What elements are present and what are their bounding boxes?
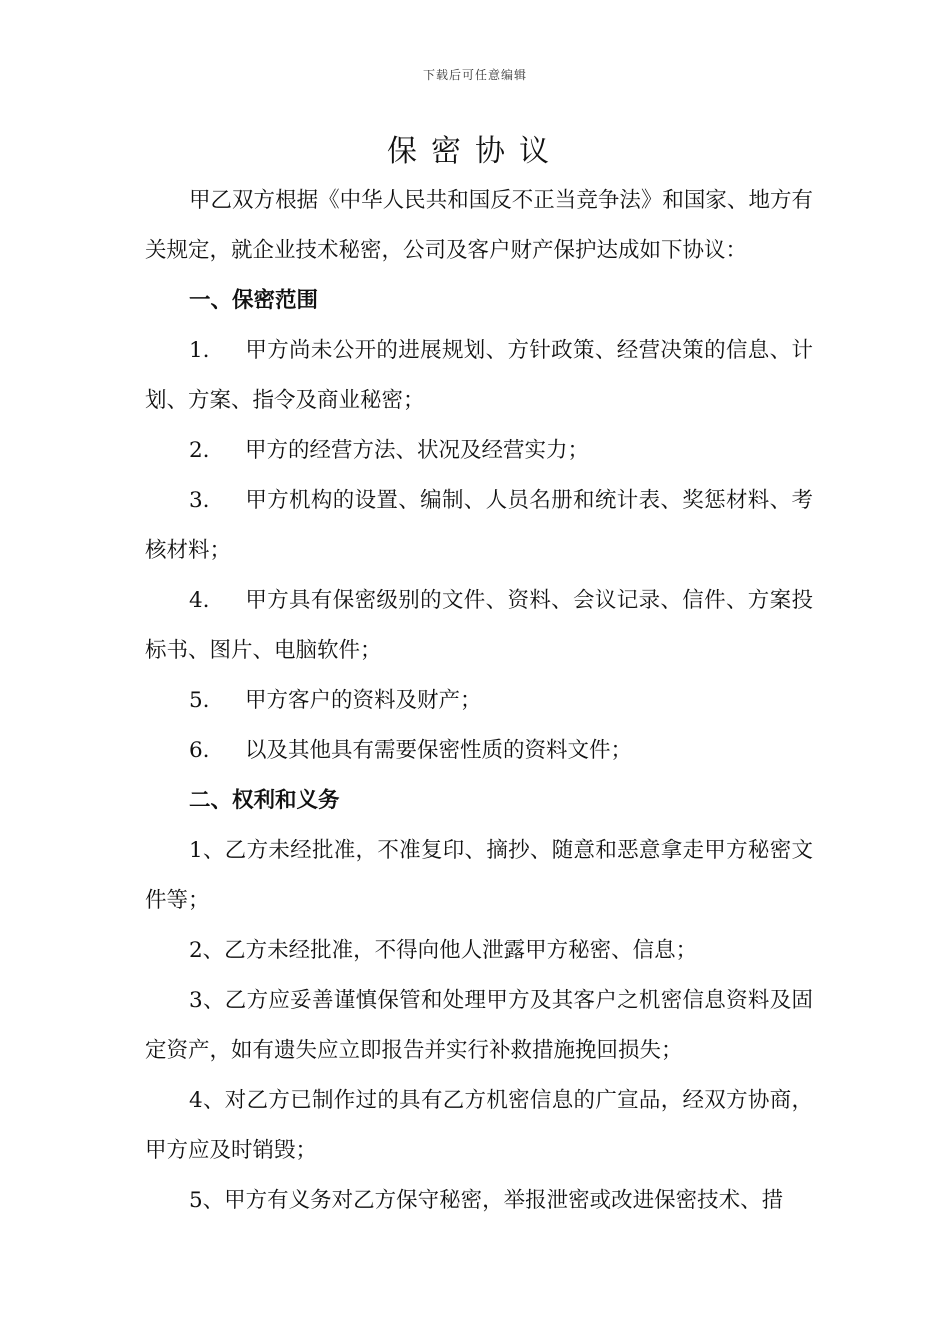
item-number: 4.	[189, 588, 210, 613]
document-body	[145, 176, 813, 1226]
header-note: 下载后可任意编辑	[422, 68, 527, 82]
document-title: 保密协议	[387, 134, 563, 169]
item-text: 甲方尚未公开的进展规划、方针政策、经营决策的信息、计划、方案、指令及商业秘密；	[145, 338, 813, 413]
item-number: 2.	[189, 438, 210, 463]
scope-item	[145, 476, 813, 576]
scope-item	[145, 676, 813, 726]
section-heading-scope: 一、保密范围	[189, 288, 319, 313]
rights-item: 1、乙方未经批准，不准复印、摘抄、随意和恶意拿走甲方秘密文件等；	[145, 838, 813, 913]
item-number: 1.	[189, 338, 210, 363]
item-text: 以及其他具有需要保密性质的资料文件；	[245, 738, 633, 763]
rights-item: 2、乙方未经批准，不得向他人泄露甲方秘密、信息；	[189, 938, 698, 963]
item-text: 甲方机构的设置、编制、人员名册和统计表、奖惩材料、考核材料；	[145, 488, 813, 563]
item-text: 甲方的经营方法、状况及经营实力；	[245, 438, 590, 463]
rights-item: 5、甲方有义务对乙方保守秘密，举报泄密或改进保密技术、措	[189, 1188, 784, 1213]
item-text: 甲方客户的资料及财产；	[245, 688, 482, 713]
intro-paragraph: 甲乙双方根据《中华人民共和国反不正当竞争法》和国家、地方有关规定，就企业技术秘密，公司及客户财产保护达成如下协议：	[145, 188, 813, 263]
scope-item	[145, 326, 813, 426]
scope-item	[145, 576, 813, 676]
item-number: 6.	[189, 738, 210, 763]
rights-item: 3、乙方应妥善谨慎保管和处理甲方及其客户之机密信息资料及固定资产，如有遗失应立即报告并实行补救措施挽回损失；	[145, 988, 813, 1063]
scope-item	[145, 426, 813, 476]
item-number: 3.	[189, 488, 210, 513]
item-number: 5.	[189, 688, 210, 713]
item-text: 甲方具有保密级别的文件、资料、会议记录、信件、方案投标书、图片、电脑软件；	[145, 588, 813, 663]
scope-item	[145, 726, 813, 776]
rights-item: 4、对乙方已制作过的具有乙方机密信息的广宣品，经双方协商，甲方应及时销毁；	[145, 1088, 813, 1163]
section-heading-rights: 二、权利和义务	[189, 788, 340, 813]
